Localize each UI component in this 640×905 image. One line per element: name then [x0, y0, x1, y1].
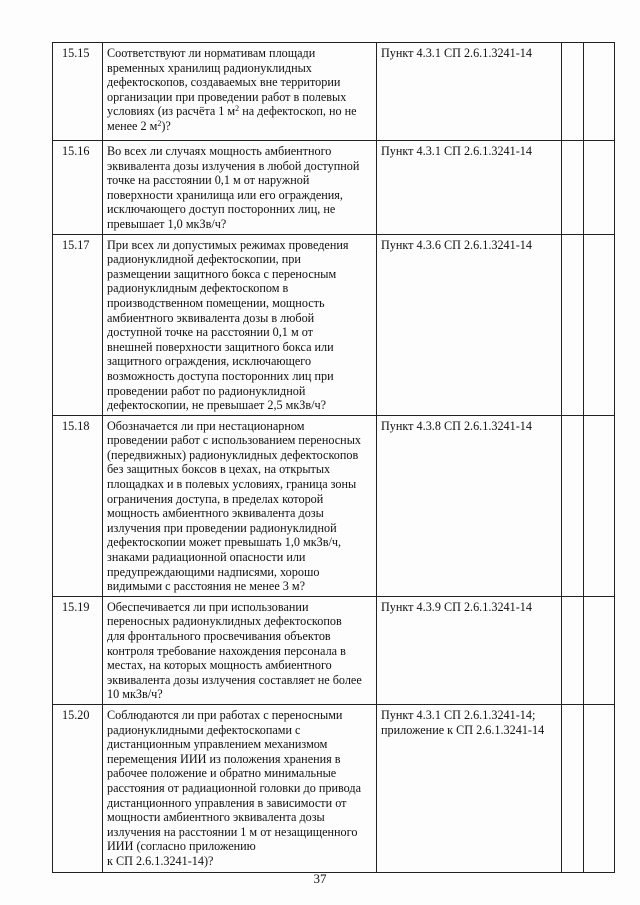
question-line: дефектоскопов, создаваемых вне территории: [107, 75, 341, 90]
question-line: исключающего доступ посторонних лиц, не: [107, 202, 336, 217]
question-line: превышает 1,0 мкЗв/ч?: [107, 216, 227, 231]
question-line: временных хранилищ радионуклидных: [107, 60, 312, 75]
table-row: [53, 234, 615, 415]
question-line: внешней поверхности защитного бокса или: [107, 339, 334, 354]
reference-line: Пункт 4.3.9 СП 2.6.1.3241-14: [381, 599, 532, 614]
question-text-fragment: на дефектоскоп, но не: [239, 104, 357, 119]
reference-cell: [377, 43, 562, 141]
question-line: радионуклидной дефектоскопии, при: [107, 252, 301, 267]
question-line: Обеспечивается ли при использовании: [107, 599, 309, 614]
question-line: дистанционного управления в зависимости от: [107, 795, 347, 810]
empty-cell: [562, 234, 584, 415]
question-line: излучения при проведении радионуклидной: [107, 520, 337, 535]
reference-cell: [377, 234, 562, 415]
question-line: проведении работ по радионуклидной: [107, 383, 306, 398]
question-text-fragment: условиях (из расчёта 1 м: [107, 104, 236, 119]
question-cell: [103, 141, 377, 235]
question-line: мощности амбиентного эквивалента дозы: [107, 810, 325, 825]
reference-line: Пункт 4.3.6 СП 2.6.1.3241-14: [381, 237, 532, 252]
reference-cell: [377, 704, 562, 872]
question-line: дефектоскопии может превышать 1,0 мкЗв/ч,: [107, 535, 342, 550]
question-line: радионуклидным дефектоскопом в: [107, 281, 289, 296]
table-row: [53, 596, 615, 704]
page-number: 37: [313, 871, 327, 886]
table-row: [53, 43, 615, 141]
question-cell: [103, 596, 377, 704]
question-line: для фронтального просвечивания объектов: [107, 629, 331, 643]
question-cell: [103, 415, 377, 596]
question-line: без защитных боксов в цехах, на открытых: [107, 462, 331, 477]
question-line: Во всех ли случаях мощность амбиентного: [107, 144, 332, 158]
item-number: 15.20: [53, 704, 103, 872]
reference-line: приложение к СП 2.6.1.3241-14: [381, 722, 545, 737]
empty-cell: [584, 596, 615, 704]
question-line: к СП 2.6.1.3241-14)?: [107, 853, 214, 868]
item-number: 15.18: [53, 415, 103, 596]
question-line: знаками радиационной опасности или: [107, 550, 306, 565]
question-line: контроля требование нахождения персонала в: [107, 643, 346, 658]
question-line: площадках и в полевых условиях, граница зоны: [107, 477, 357, 492]
question-line: эквивалента дозы излучения составляет не более: [107, 672, 362, 687]
question-line: мощность амбиентного эквивалента дозы: [107, 506, 324, 521]
table-row: [53, 415, 615, 596]
question-cell: [103, 234, 377, 415]
empty-cell: [562, 43, 584, 141]
question-line: излучения на расстоянии 1 м от незащищенного: [107, 824, 358, 839]
question-line: амбиентного эквивалента дозы в любой: [107, 310, 315, 325]
empty-cell: [584, 234, 615, 415]
question-line: [107, 119, 372, 134]
question-line: перемещения ИИИ из положения хранения в: [107, 751, 341, 766]
reference-cell: [377, 596, 562, 704]
question-line: переносных радионуклидных дефектоскопов: [107, 614, 342, 629]
question-line: предупреждающими надписями, хорошо: [107, 564, 320, 579]
question-line: ИИИ (согласно приложению: [107, 839, 256, 854]
checklist-table: [52, 42, 615, 873]
question-line: (передвижных) радионуклидных дефектоскопов: [107, 447, 359, 462]
question-line: видимыми с расстояния не менее 3 м?: [107, 579, 306, 594]
question-line: Соблюдаются ли при работах с переносными: [107, 707, 343, 722]
question-line: точке на расстоянии 0,1 м от наружной: [107, 173, 310, 188]
question-line: организации при проведении работ в полевых: [107, 89, 347, 104]
question-cell: [103, 704, 377, 872]
item-number: 15.16: [53, 141, 103, 235]
question-line: ограничения доступа, в пределах которой: [107, 491, 324, 506]
item-number: 15.17: [53, 234, 103, 415]
item-number: 15.15: [53, 43, 103, 141]
superscript: 2: [157, 118, 162, 128]
question-line: возможность доступа посторонних лиц при: [107, 368, 334, 383]
empty-cell: [584, 415, 615, 596]
question-line: Обозначается ли при нестационарном: [107, 418, 305, 433]
table-row: [53, 141, 615, 235]
question-line: эквивалента дозы излучения в любой доступной: [107, 158, 360, 173]
question-line: местах, на которых мощность амбиентного: [107, 658, 332, 673]
question-line: защитного ограждения, исключающего: [107, 354, 312, 369]
question-text-fragment: менее 2 м: [107, 118, 158, 133]
question-line: производственном помещении, мощность: [107, 295, 325, 310]
question-line: дефектоскопии, не превышает 2,5 мкЗв/ч?: [107, 398, 327, 413]
empty-cell: [562, 141, 584, 235]
table-row: [53, 704, 615, 872]
question-line: При всех ли допустимых режимах проведения: [107, 237, 349, 252]
question-text-fragment: )?: [161, 118, 171, 133]
empty-cell: [584, 43, 615, 141]
empty-cell: [562, 704, 584, 872]
question-line: поверхности хранилища или его ограждения,: [107, 187, 343, 202]
question-line: доступной точке на расстоянии 0,1 м от: [107, 325, 313, 340]
reference-cell: [377, 415, 562, 596]
question-line: радионуклидными дефектоскопами с: [107, 722, 301, 737]
reference-line: Пункт 4.3.1 СП 2.6.1.3241-14: [381, 144, 532, 158]
reference-cell: [377, 141, 562, 235]
empty-cell: [562, 596, 584, 704]
question-line: рабочее положение и обратно минимальные: [107, 766, 337, 781]
question-line: Соответствуют ли нормативам площади: [107, 46, 316, 60]
reference-line: Пункт 4.3.8 СП 2.6.1.3241-14: [381, 418, 532, 433]
reference-line: Пункт 4.3.1 СП 2.6.1.3241-14: [381, 46, 532, 60]
question-line: [107, 104, 372, 119]
question-cell: [103, 43, 377, 141]
question-line: расстояния от радиационной головки до привода: [107, 780, 361, 795]
empty-cell: [584, 704, 615, 872]
question-line: дистанционным управлением механизмом: [107, 737, 328, 752]
question-line: размещении защитного бокса с переносным: [107, 266, 337, 281]
item-number: 15.19: [53, 596, 103, 704]
superscript: 2: [235, 104, 240, 114]
empty-cell: [584, 141, 615, 235]
empty-cell: [562, 415, 584, 596]
question-line: проведении работ с использованием переносных: [107, 433, 361, 448]
question-line: 10 мкЗв/ч?: [107, 687, 163, 702]
reference-line: Пункт 4.3.1 СП 2.6.1.3241-14;: [381, 707, 536, 722]
